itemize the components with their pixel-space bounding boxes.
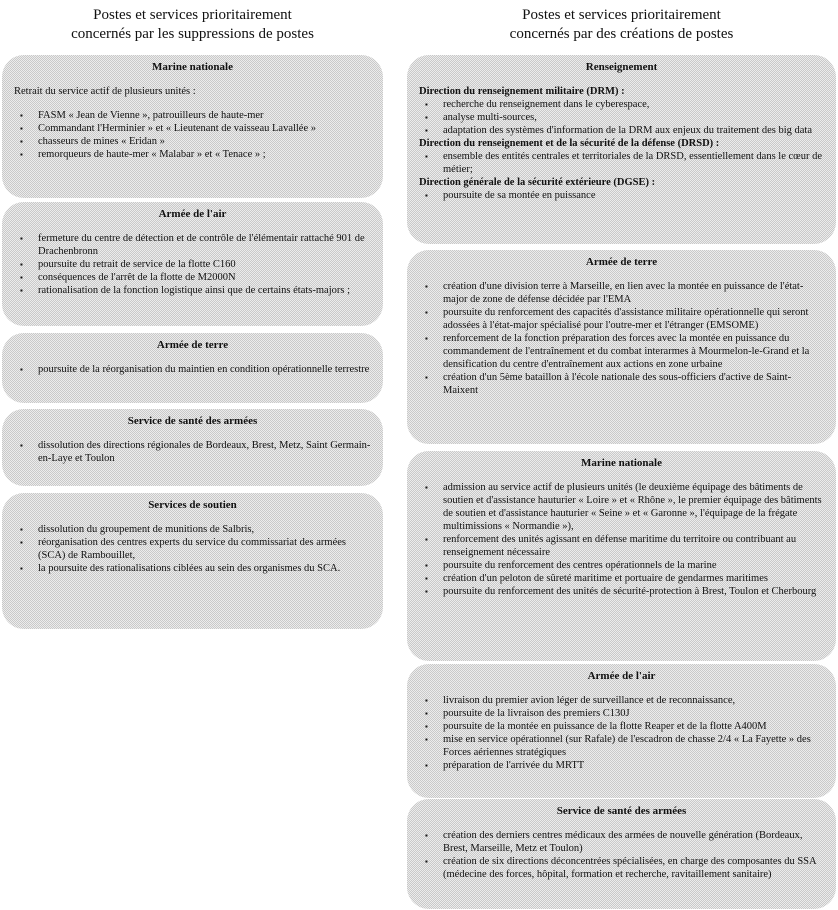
list-item: ▪ poursuite de la montée en puissance de la flotte Reaper et de la flotte A400M [419, 720, 824, 733]
bullet-list [14, 523, 371, 575]
section-title: Marine nationale [152, 61, 233, 73]
list-item: ▪ poursuite de sa montée en puissance [419, 189, 824, 202]
list-item: ▪ admission au service actif de plusieurs unités (le deuxième équipage des bâtiments de soutien et d'assistance hauturier « Loire » et « Rhône », le premier équipage des bâtiments de soutien et d'assistance hauturier « Seine » et « Garonne », l'équipage de la frégate multimissions « Normandie »), [419, 481, 824, 533]
section-title: Service de santé des armées [556, 805, 687, 817]
bullet-list [14, 439, 371, 465]
bullet-list [419, 150, 824, 176]
bullet-list [14, 363, 371, 376]
section-title: Armée de terre [585, 256, 658, 268]
right-title-line1: Postes et services prioritairement [522, 7, 721, 23]
left-section-box [2, 55, 383, 198]
list-item: ▪ la poursuite des rationalisations ciblées au sein des organismes du SCA. [14, 562, 371, 575]
list-item: ▪ préparation de l'arrivée du MRTT [419, 759, 824, 772]
list-item: ▪ recherche du renseignement dans le cyberespace, [419, 98, 824, 111]
bullet-list [419, 280, 824, 397]
left-section-box [2, 333, 383, 403]
bullet-list [419, 481, 824, 598]
list-item: ▪ dissolution du groupement de munitions de Salbris, [14, 523, 371, 536]
section-title: Renseignement [585, 61, 658, 73]
section-title: Marine nationale [581, 457, 662, 469]
list-item: ▪ réorganisation des centres experts du service du commissariat des armées (SCA) de Rambouillet, [14, 536, 371, 562]
bullet-list [419, 189, 824, 202]
list-item: ▪ rationalisation de la fonction logistique ainsi que de certains états-majors ; [14, 284, 371, 297]
subsection-heading: Direction générale de la sécurité extérieure (DGSE) : [419, 177, 656, 188]
list-item: ▪ renforcement de la fonction préparation des forces avec la montée en puissance du commandement de l'entraînement et du combat interarmes à Mourmelon-le-Grand et la densification du centre d'entraînement aux actions en zone urbaine [419, 332, 824, 371]
right-section-box [407, 799, 836, 909]
list-item: ▪ renforcement des unités agissant en défense maritime du territoire ou contribuant au renseignement nécessaire [419, 533, 824, 559]
list-item: ▪ analyse multi-sources, [419, 111, 824, 124]
list-item: ▪ création d'une division terre à Marseille, en lien avec la montée en puissance de l'état-major de zone de défense décidée par l'EMA [419, 280, 824, 306]
section-intro: Retrait du service actif de plusieurs unités : [14, 86, 196, 97]
list-item: ▪ mise en service opérationnel (sur Rafale) de l'escadron de chasse 2/4 « La Fayette » des Forces aériennes stratégiques [419, 733, 824, 759]
right-section-box [407, 451, 836, 661]
list-item: ▪ poursuite du renforcement des centres opérationnels de la marine [419, 559, 824, 572]
section-title: Services de soutien [148, 499, 237, 511]
list-item: ▪ poursuite du renforcement des capacités d'assistance militaire opérationnelle qui seront adossées à l'état-major spécialisé pour l'outre-mer et l'étranger (EMSOME) [419, 306, 824, 332]
section-title: Armée de l'air [587, 670, 656, 682]
list-item: ▪ poursuite de la livraison des premiers C130J [419, 707, 824, 720]
right-title-line2: concernés par des créations de postes [509, 26, 734, 42]
list-item: ▪ ensemble des entités centrales et territoriales de la DRSD, essentiellement dans le cœur de métier; [419, 150, 824, 176]
list-item: ▪ FASM « Jean de Vienne », patrouilleurs de haute-mer [14, 109, 371, 122]
subsection-heading: Direction du renseignement militaire (DRM) : [419, 86, 625, 97]
section-title: Armée de l'air [158, 208, 227, 220]
list-item: ▪ Commandant l'Herminier » et « Lieutenant de vaisseau Lavallée » [14, 122, 371, 135]
bullet-list [419, 98, 824, 137]
list-item: ▪ fermeture du centre de détection et de contrôle de l'élémentair rattaché 901 de Drachenbronn [14, 232, 371, 258]
list-item: ▪ création de six directions déconcentrées spécialisées, en charge des composantes du SSA (médecine des forces, hôpital, formation et recherche, ravitaillement sanitaire) [419, 855, 824, 881]
list-item: ▪ livraison du premier avion léger de surveillance et de reconnaissance, [419, 694, 824, 707]
subsection-heading: Direction du renseignement et de la sécurité de la défense (DRSD) : [419, 138, 720, 149]
right-section-box [407, 55, 836, 244]
list-item: ▪ adaptation des systèmes d'information de la DRM aux enjeux du traitement des big data [419, 124, 824, 137]
list-item: ▪ dissolution des directions régionales de Bordeaux, Brest, Metz, Saint Germain-en-Laye et Toulon [14, 439, 371, 465]
list-item: ▪ chasseurs de mines « Eridan » [14, 135, 371, 148]
left-section-box [2, 409, 383, 486]
list-item: ▪ remorqueurs de haute-mer « Malabar » et « Tenace » ; [14, 148, 371, 161]
left-title-line2: concernés par les suppressions de postes [71, 26, 314, 42]
list-item: ▪ poursuite de la réorganisation du maintien en condition opérationnelle terrestre [14, 363, 371, 376]
bullet-list [419, 694, 824, 772]
list-item: ▪ poursuite du retrait de service de la flotte C160 [14, 258, 371, 271]
bullet-list [14, 109, 371, 161]
right-section-box [407, 250, 836, 444]
bullet-list [419, 829, 824, 881]
list-item: ▪ conséquences de l'arrêt de la flotte de M2000N [14, 271, 371, 284]
left-section-box [2, 202, 383, 326]
left-column-title [0, 6, 385, 44]
list-item: ▪ création d'un peloton de sûreté maritime et portuaire de gendarmes maritimes [419, 572, 824, 585]
left-title-line1: Postes et services prioritairement [93, 7, 292, 23]
list-item: ▪ création des derniers centres médicaux des armées de nouvelle génération (Bordeaux, Brest, Marseille, Metz et Toulon) [419, 829, 824, 855]
list-item: ▪ création d'un 5ème bataillon à l'école nationale des sous-officiers d'active de Saint-Maixent [419, 371, 824, 397]
right-column-title [405, 6, 838, 44]
section-title: Armée de terre [156, 339, 229, 351]
right-section-box [407, 664, 836, 798]
left-section-box [2, 493, 383, 629]
section-title: Service de santé des armées [127, 415, 258, 427]
list-item: ▪ poursuite du renforcement des unités de sécurité-protection à Brest, Toulon et Cherbourg [419, 585, 824, 598]
bullet-list [14, 232, 371, 297]
